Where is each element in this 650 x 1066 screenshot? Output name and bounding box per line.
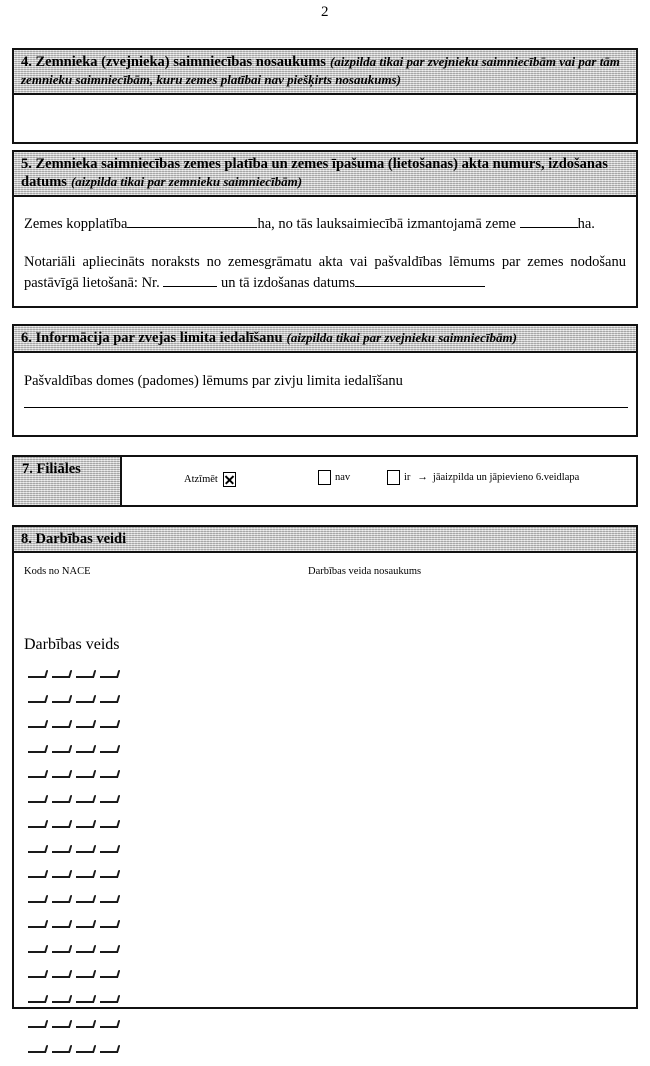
nace-code-digit-cell[interactable] — [52, 1016, 76, 1028]
nace-code-digit-cell[interactable] — [100, 791, 124, 803]
nace-code-digit-cell[interactable] — [76, 966, 100, 978]
section-6-title: 6. Informācija par zvejas limita iedalīšanu — [21, 330, 283, 346]
nace-code-digit-cell[interactable] — [52, 891, 76, 903]
nace-code-row[interactable] — [28, 841, 650, 866]
activity-type-label: Darbības veids — [24, 636, 120, 653]
section-5-block — [12, 150, 638, 308]
nace-code-row[interactable] — [28, 941, 650, 966]
nace-code-row[interactable] — [28, 916, 650, 941]
nace-code-digit-cell[interactable] — [76, 866, 100, 878]
nace-code-digit-cell[interactable] — [28, 791, 52, 803]
arrow-right-icon: → — [417, 472, 428, 483]
section-6-block — [12, 324, 638, 437]
nace-code-digit-cell[interactable] — [52, 866, 76, 878]
activity-name-input[interactable] — [306, 991, 650, 1003]
nace-code-row[interactable] — [28, 991, 650, 1016]
option-nav[interactable] — [318, 470, 350, 485]
column-header-activity-name: Darbības veida nosaukums — [308, 566, 422, 577]
section-8-column-headers — [14, 566, 636, 588]
nace-code-digit-cell[interactable] — [100, 966, 124, 978]
nace-code-digit-cell[interactable] — [76, 941, 100, 953]
activity-name-input[interactable] — [306, 866, 650, 878]
nace-code-digit-cell[interactable] — [28, 891, 52, 903]
checkbox-nav[interactable] — [318, 470, 331, 485]
section-7-block — [12, 455, 638, 507]
nace-code-digit-cell[interactable] — [100, 666, 124, 678]
section-4-note: (aizpilda tikai par zvejnieku saimniecībām vai par tām zemnieku saimniecībām, kuru zemes platībai nav piešķirts nosaukums) — [21, 54, 620, 87]
nace-code-digit-cell[interactable] — [100, 866, 124, 878]
nace-code-digit-cell[interactable] — [28, 666, 52, 678]
land-area-label-b: ha, no tās lauksaimiecībā izmantojamā zeme — [257, 216, 516, 232]
nace-code-digit-cell[interactable] — [76, 741, 100, 753]
nace-code-digit-cell[interactable] — [76, 991, 100, 1003]
activity-name-input[interactable] — [306, 791, 650, 803]
nace-code-digit-cell[interactable] — [76, 791, 100, 803]
act-issue-date-input[interactable] — [355, 272, 485, 287]
nace-code-digit-cell[interactable] — [52, 691, 76, 703]
nace-code-digit-cell[interactable] — [28, 991, 52, 1003]
nace-code-row[interactable] — [28, 766, 650, 791]
nace-code-digit-cell[interactable] — [100, 891, 124, 903]
checkbox-ir[interactable] — [387, 470, 400, 485]
mark-example-checkbox-icon — [223, 472, 236, 487]
nace-code-digit-cell[interactable] — [52, 841, 76, 853]
nace-code-digit-cell[interactable] — [100, 941, 124, 953]
nace-code-digit-cell[interactable] — [76, 691, 100, 703]
nace-code-digit-cell[interactable] — [28, 841, 52, 853]
nace-code-row[interactable] — [28, 966, 650, 991]
nace-code-digit-cell[interactable] — [76, 816, 100, 828]
nace-code-row[interactable] — [28, 1041, 650, 1066]
nace-code-digit-cell[interactable] — [100, 691, 124, 703]
section-5-note: (aizpilda tikai par zemnieku saimniecībām) — [70, 174, 303, 189]
nace-code-digit-cell[interactable] — [52, 816, 76, 828]
section-5-body — [14, 197, 636, 301]
mark-label: Atzīmēt — [184, 474, 218, 485]
section-6-body — [14, 353, 636, 416]
nace-code-digit-cell[interactable] — [28, 1016, 52, 1028]
activity-name-input[interactable] — [306, 1041, 650, 1053]
section-7-title: 7. Filiāles — [22, 461, 81, 477]
activity-name-input[interactable] — [306, 1016, 650, 1028]
nace-code-row[interactable] — [28, 816, 650, 841]
land-total-area-input[interactable] — [127, 213, 257, 228]
notary-act-label-b: un tā izdošanas datums — [220, 275, 356, 291]
fishing-limit-input-rule[interactable] — [24, 407, 628, 408]
section-8-block — [12, 525, 638, 1009]
nace-code-digit-cell[interactable] — [52, 991, 76, 1003]
nace-code-digit-cell[interactable] — [100, 766, 124, 778]
nace-code-digit-cell[interactable] — [28, 766, 52, 778]
activity-name-input[interactable] — [306, 716, 650, 728]
nace-code-digit-cell[interactable] — [76, 766, 100, 778]
activity-name-input[interactable] — [306, 741, 650, 753]
activity-name-input[interactable] — [306, 691, 650, 703]
section-4-title: 4. Zemnieka (zvejnieka) saimniecības nosaukums — [21, 54, 326, 70]
nace-code-digit-cell[interactable] — [76, 1041, 100, 1053]
nace-code-digit-cell[interactable] — [52, 791, 76, 803]
section-6-header — [14, 326, 636, 353]
activity-name-input[interactable] — [306, 666, 650, 678]
nace-code-digit-cell[interactable] — [100, 1041, 124, 1053]
nace-code-rows — [28, 666, 650, 1066]
nace-code-digit-cell[interactable] — [28, 1041, 52, 1053]
nace-code-row[interactable] — [28, 791, 650, 816]
section-7-options-area — [122, 457, 636, 505]
agricultural-area-input[interactable] — [520, 213, 578, 228]
nace-code-digit-cell[interactable] — [28, 966, 52, 978]
nace-code-digit-cell[interactable] — [100, 1016, 124, 1028]
option-ir[interactable] — [387, 470, 579, 485]
nace-code-digit-cell[interactable] — [100, 991, 124, 1003]
activity-name-input[interactable] — [306, 841, 650, 853]
land-area-label-a: Zemes kopplatība — [24, 216, 128, 232]
nace-code-digit-cell[interactable] — [52, 666, 76, 678]
nace-code-row[interactable] — [28, 891, 650, 916]
nace-code-digit-cell[interactable] — [52, 916, 76, 928]
nace-code-digit-cell[interactable] — [52, 716, 76, 728]
nace-code-digit-cell[interactable] — [28, 866, 52, 878]
nace-code-digit-cell[interactable] — [76, 666, 100, 678]
section-6-note: (aizpilda tikai par zvejnieku saimniecībām) — [286, 330, 517, 345]
section-7-header — [14, 457, 122, 505]
act-number-input[interactable] — [163, 272, 217, 287]
nace-code-digit-cell[interactable] — [100, 841, 124, 853]
land-area-label-c: ha. — [577, 216, 595, 232]
nace-code-digit-cell[interactable] — [100, 741, 124, 753]
mark-instruction — [184, 472, 236, 487]
column-header-nace-code: Kods no NACE — [24, 566, 91, 577]
nace-code-digit-cell[interactable] — [28, 916, 52, 928]
nace-code-digit-cell[interactable] — [76, 716, 100, 728]
nace-code-digit-cell[interactable] — [28, 816, 52, 828]
nace-code-digit-cell[interactable] — [100, 916, 124, 928]
nace-code-row[interactable] — [28, 866, 650, 891]
nace-code-row[interactable] — [28, 741, 650, 766]
activity-name-input[interactable] — [306, 816, 650, 828]
nace-code-digit-cell[interactable] — [76, 841, 100, 853]
section-8-body — [14, 566, 636, 1046]
nace-code-digit-cell[interactable] — [52, 941, 76, 953]
activity-name-input[interactable] — [306, 941, 650, 953]
section-8-header — [14, 527, 636, 553]
checkbox-nav-label: nav — [335, 472, 351, 483]
nace-code-digit-cell[interactable] — [76, 916, 100, 928]
nace-code-digit-cell[interactable] — [28, 691, 52, 703]
activity-name-input[interactable] — [306, 891, 650, 903]
nace-code-digit-cell[interactable] — [76, 891, 100, 903]
checkbox-ir-label: ir — [404, 472, 411, 483]
notary-act-line — [24, 252, 626, 293]
nace-code-digit-cell[interactable] — [100, 816, 124, 828]
nace-code-digit-cell[interactable] — [52, 1041, 76, 1053]
section-4-input-area[interactable] — [14, 95, 636, 143]
nace-code-digit-cell[interactable] — [100, 716, 124, 728]
notary-act-label-a: Notariāli apliecināts noraksts no zemesgrāmatu akta vai pašvaldības lēmums par zemes nodošanu pastāvīgā lietošanā: Nr. — [24, 254, 626, 291]
section-4-header — [14, 50, 636, 95]
nace-code-digit-cell[interactable] — [52, 966, 76, 978]
nace-code-row[interactable] — [28, 691, 650, 716]
page-number: 2 — [321, 4, 329, 20]
nace-code-row[interactable] — [28, 716, 650, 741]
nace-code-digit-cell[interactable] — [28, 741, 52, 753]
section-5-title: 5. Zemnieka saimniecības zemes platība un zemes īpašuma (lietošanas) akta numurs, izdošanas datums — [21, 156, 608, 190]
land-area-line — [24, 213, 626, 234]
fishing-limit-text: Pašvaldības domes (padomes) lēmums par zivju limita iedalīšanu — [24, 373, 403, 389]
nace-code-row[interactable] — [28, 666, 650, 691]
activity-name-input[interactable] — [306, 966, 650, 978]
section-4-block — [12, 48, 638, 144]
activity-name-input[interactable] — [306, 916, 650, 928]
attach-form-instruction: jāaizpilda un jāpievieno 6.veidlapa — [432, 472, 580, 483]
nace-code-digit-cell[interactable] — [52, 766, 76, 778]
nace-code-digit-cell[interactable] — [28, 716, 52, 728]
activity-name-input[interactable] — [306, 766, 650, 778]
nace-code-digit-cell[interactable] — [76, 1016, 100, 1028]
section-8-title: 8. Darbības veidi — [21, 531, 127, 547]
nace-code-digit-cell[interactable] — [52, 741, 76, 753]
section-5-header — [14, 152, 636, 197]
nace-code-digit-cell[interactable] — [28, 941, 52, 953]
